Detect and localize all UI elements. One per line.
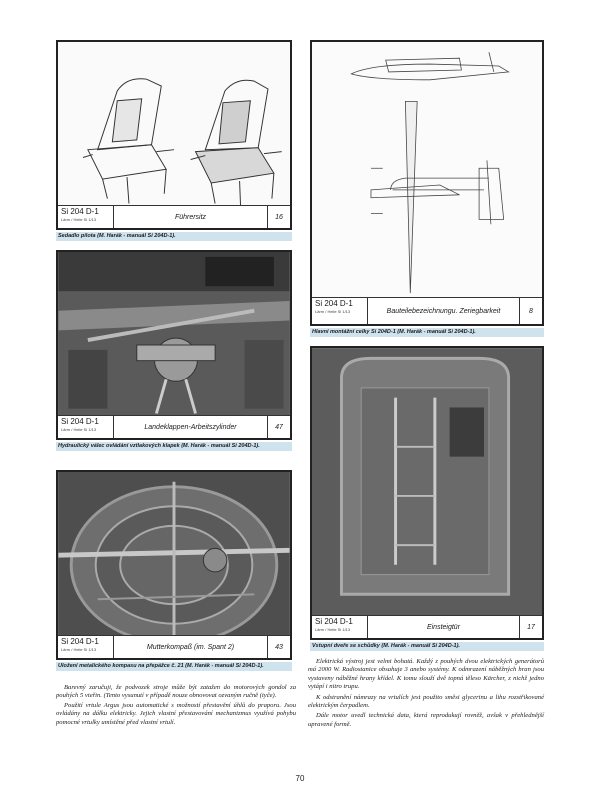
paragraph: Dále motor uvedl technická data, která reprodukují rovněž, avšak v přehlednější upravené formě. [308, 712, 544, 728]
figure-number: 16 [267, 206, 290, 228]
paragraph: Použití vrtule Argus jsou automatické s možností přestavění úhlů do praporu. Jsou ovládány na dálku elektricky. Jejich vlastní přestavování mechanizmus využívá pohybu pomocné vrtulky umístěné před vlastní vrtulí. [56, 701, 296, 726]
caption-door: Vstupní dveře se schůdky (M. Harák - manuál Si 204D-1). [310, 642, 544, 651]
caption-compass: Uložení metalického kompasu na přepážce č. 21 (M. Harák - manuál Si 204D-1). [56, 662, 292, 671]
figure-compass [56, 470, 292, 660]
caption-aircraft: Hlavní montážní celky Si 204D-1 (M. Harák - manuál Si 204D-1). [310, 328, 544, 337]
figure-label-box [312, 297, 542, 324]
figure-label-box [58, 635, 290, 658]
paragraph: Barevný zaručuji, že podvozek stroje může být zatažen do motorových gondol za pouhých 5 vteřin. (Tento vysunutí v případě nouze obnovovat ozvaným ručně (tyče). [56, 684, 296, 700]
figure-title-line2: u. Zeriegbarkeit [451, 307, 501, 315]
figure-title: Führersitz [174, 213, 207, 221]
figure-source: Lärm / Heile Si 1/13 [61, 647, 97, 652]
figure-title: Mutterkompaß (im. Spant 2) [146, 643, 235, 651]
caption-cylinder: Hydraulický válec ovládání vztlakových klapek (M. Harák - manuál Si 204D-1). [56, 442, 292, 451]
figure-label-box [58, 205, 290, 228]
figure-source: Lärm / Heile Si 1/13 [315, 627, 351, 632]
figure-label-box [58, 415, 290, 438]
figure-number: 8 [519, 298, 542, 324]
figure-title [368, 298, 519, 324]
figure-title: Einsteigtür [426, 623, 461, 631]
figure-model: Si 204 D-1 [61, 207, 99, 216]
figure-label-box [312, 615, 542, 638]
seat-illustration [58, 42, 290, 228]
body-text-right [308, 658, 544, 731]
figure-title: Landeklappen-Arbeitszylinder [144, 423, 237, 431]
figure-aircraft-drawing [310, 40, 544, 326]
figure-number: 43 [267, 636, 290, 658]
aircraft-illustration [312, 42, 542, 324]
compass-photo [58, 472, 290, 658]
figure-model: Si 204 D-1 [61, 417, 99, 426]
caption-seat: Sedadlo pilota (M. Harák - manuál Si 204D-1). [56, 232, 292, 241]
figure-model: Si 204 D-1 [61, 637, 99, 646]
figure-source: Lärm / Heile Si 1/13 [61, 217, 97, 222]
figure-number: 17 [519, 616, 542, 638]
paragraph: Elektrická výstroj jest velmi bohatá. Každý z pouhých dvou elektrických generátorů má 2000 W. Radiostanice obsahuje 3 anebo systémy. K odmrazení náběžných hran jsou vystaveny náběžné hrany křídel. K tomu slouží dvě topná těleso Kärcher, z nichž jedno vytápí i nitro trupu. [308, 658, 544, 691]
figure-source: Lärm / Heile Si 1/13 [315, 309, 351, 314]
figure-model: Si 204 D-1 [315, 617, 353, 626]
figure-source: Lärm / Heile Si 1/13 [61, 427, 97, 432]
figure-number: 47 [267, 416, 290, 438]
cylinder-photo [58, 252, 290, 438]
paragraph: K odstranění námrazy na vrtulích jest použito směsi glycerinu a lihu rozstřikované elektrickým čerpadlem. [308, 693, 544, 710]
figure-model: Si 204 D-1 [315, 299, 353, 308]
body-text-left [56, 684, 296, 728]
figure-hydraulic-cylinder [56, 250, 292, 440]
door-photo [312, 348, 542, 638]
figure-entrance-door [310, 346, 544, 640]
figure-pilot-seat [56, 40, 292, 230]
figure-title-line1: Bauteilebezeichnung [386, 307, 452, 315]
page-number: 70 [295, 774, 305, 783]
